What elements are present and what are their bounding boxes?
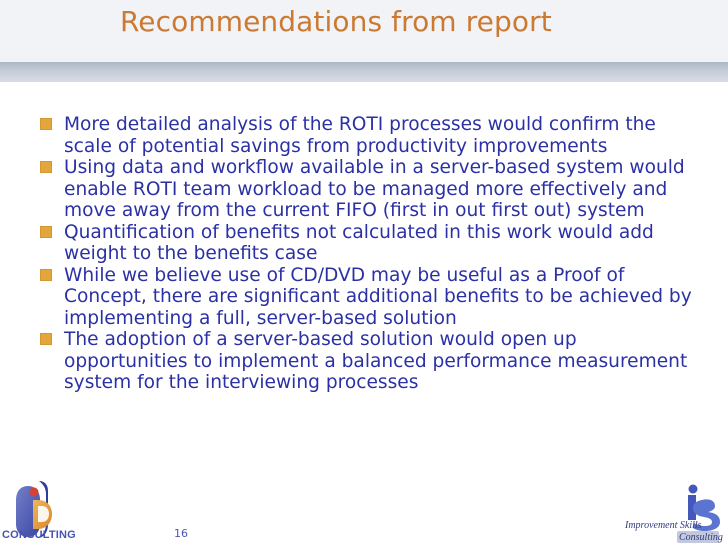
bullet-square-icon: [40, 333, 52, 345]
list-item-text: Using data and workflow available in a server-based system would enable ROTI team workload to be managed more effectively and move away from the current FIFO (first in out first out) system: [64, 157, 685, 221]
consulting-brand-text: Consulting: [679, 532, 723, 543]
list-item: [40, 157, 702, 222]
title-divider: [0, 62, 728, 82]
list-item: [40, 114, 702, 157]
page-number: 16: [174, 527, 188, 540]
list-item-text: More detailed analysis of the ROTI processes would confirm the scale of potential savings from productivity improvements: [64, 114, 656, 157]
list-item-text: While we believe use of CD/DVD may be useful as a Proof of Concept, there are significant additional benefits to be achieved by implementing a full, server-based solution: [64, 264, 692, 329]
improvement-skills-text: Improvement Skills: [625, 520, 702, 531]
list-item: [40, 329, 702, 394]
bullet-square-icon: [40, 269, 52, 281]
bullet-square-icon: [40, 118, 52, 130]
page-title: Recommendations from report: [120, 5, 552, 38]
bullet-square-icon: [40, 226, 52, 238]
list-item-text: The adoption of a server-based solution would open up opportunities to implement a balanced performance measurement system for the interviewing processes: [64, 329, 688, 393]
bullet-square-icon: [40, 161, 52, 173]
consulting-logo-text: CONSULTING: [2, 529, 76, 541]
list-item-text: Quantification of benefits not calculated in this work would add weight to the benefits case: [64, 221, 654, 264]
list-item: [40, 265, 702, 330]
bullet-list: [40, 114, 702, 394]
list-item: [40, 222, 702, 265]
